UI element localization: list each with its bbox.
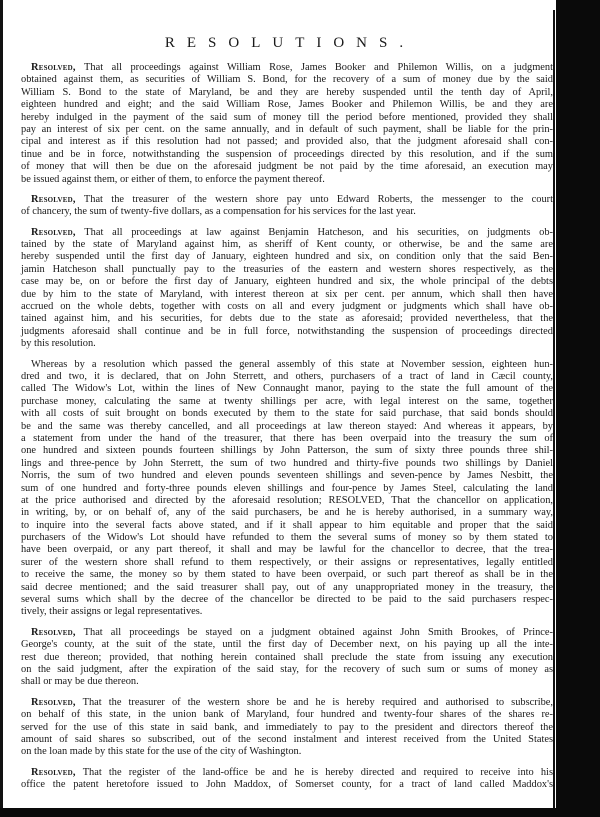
- text-line: [21, 734, 553, 746]
- line-text: That all proceedings at law against Benjamin Hatcheson, and his securities, on judgments ob-: [84, 226, 553, 238]
- paragraph-3: [21, 227, 553, 351]
- line-text: eighteen hundred and eight; and the said William Rose, James Booker and Philemon Willis, be and they are: [21, 99, 553, 111]
- text-line: [21, 557, 553, 569]
- resolved-lead: Resolved,: [31, 226, 76, 238]
- line-text: one hundred and sixteen pounds fourteen shillings by John Patterson, the sum of sixty three pounds three shil-: [21, 445, 553, 457]
- resolved-lead: Resolved,: [31, 766, 76, 778]
- text-line: [21, 289, 553, 301]
- line-text: dred and two, it is declared, that on John Sterrett, and others, purchasers of a tract of land in Cæcil county,: [21, 370, 553, 382]
- text-line: [21, 313, 553, 325]
- text-line: [21, 722, 553, 734]
- line-text: Whereas by a resolution which passed the general assembly of this state at November session, eighteen hun-: [31, 358, 553, 370]
- line-text: of chancery, the sum of twenty-five dollars, as a compensation for his services for the last year.: [21, 206, 416, 218]
- text-line: [21, 520, 553, 532]
- text-line: [21, 532, 553, 544]
- text-line: [21, 709, 553, 721]
- document-body: [21, 62, 553, 799]
- text-line: [21, 627, 553, 639]
- text-line: [21, 338, 553, 350]
- line-text: William S. Bond to the state of Maryland, be and they are hereby suspended until the tenth day of April,: [21, 86, 553, 98]
- text-line: [21, 227, 553, 239]
- scan-edge-right: [556, 0, 600, 817]
- text-line: [21, 470, 553, 482]
- paragraph-6: [21, 697, 553, 759]
- text-line: [21, 445, 553, 457]
- text-line: [21, 746, 553, 758]
- line-text: a statement from under the hand of the treasurer, that there has been overpaid into the treasury the sum of: [21, 432, 553, 444]
- line-text: purchase money, calculating the same at twenty shillings per acre, with legal interest on the same, together: [21, 395, 553, 407]
- line-text: Norris, the sum of two hundred and eleven pounds seventeen shillings and seven-pence by James Nesbitt, the: [21, 470, 553, 482]
- paragraph-4: [21, 359, 553, 619]
- text-line: [21, 767, 553, 779]
- line-text: due by him to the state of Maryland, with interest thereon at six per cent. per annum, which shall then have: [21, 288, 553, 300]
- line-text: case may be, on or before the first day of January, eighteen hundred and six, the whole principal of the debts: [21, 276, 553, 288]
- text-line: [21, 544, 553, 556]
- line-text: said decree mentioned; and the said treasurer shall pay, out of any unappropriated money in the treasury, the: [21, 581, 553, 593]
- text-line: [21, 495, 553, 507]
- line-text: tinue and be in force, notwithstanding the suspension of proceedings directed by this resolution, and if the sum: [21, 148, 553, 160]
- text-line: [21, 606, 553, 618]
- text-line: [21, 582, 553, 594]
- paragraph-2: [21, 194, 553, 219]
- text-line: [21, 421, 553, 433]
- line-text: tively, their assigns or legal representatives.: [21, 606, 203, 618]
- line-text: tained against him, and his securities, for debts due to the state as aforesaid; provided nevertheless, that the: [21, 313, 553, 325]
- line-text: rest due thereon; provided, that nothing herein contained shall preclude the state from issuing any execution: [21, 651, 553, 663]
- text-line: [21, 99, 553, 111]
- text-line: [21, 507, 553, 519]
- resolved-lead: Resolved,: [31, 626, 76, 638]
- line-text: of money that will then be due on the aforesaid judgment be not paid by the time aforesaid, an execution may: [21, 161, 553, 173]
- text-line: [21, 174, 553, 186]
- line-text: hereby suspended until the first day of January, eighteen hundred and six, on condition only that the said Ben-: [21, 251, 553, 263]
- line-text: at the price authorised and directed by the aforesaid resolution; RESOLVED, That the chancellor on application,: [21, 494, 553, 506]
- text-line: [21, 697, 553, 709]
- text-line: [21, 326, 553, 338]
- text-line: [21, 396, 553, 408]
- text-line: [21, 124, 553, 136]
- line-text: by this resolution.: [21, 338, 96, 350]
- line-text: tained by the state of Maryland against him, as sheriff of Kent county, or otherwise, be and the same are: [21, 239, 553, 251]
- line-text: That all proceedings against William Rose, James Booker and Philemon Willis, on a judgment: [84, 62, 553, 73]
- text-line: [21, 264, 553, 276]
- line-text: accrued on the whole debts, together with costs on all and every judgment or judgments which shall have ob-: [21, 301, 553, 313]
- resolved-lead: Resolved,: [31, 193, 76, 205]
- scan-edge-bottom: [0, 808, 600, 817]
- text-line: [21, 569, 553, 581]
- line-text: amount of said shares so subscribed, out of the second instalment and interest received from the United States: [21, 733, 553, 745]
- text-line: [21, 408, 553, 420]
- resolved-lead: Resolved,: [31, 62, 76, 73]
- line-text: on the said judgment, after the expiration of the said stay, for the recovery of such sum or sums of money as: [21, 663, 553, 675]
- line-text: on the loan made by this state for the use of the city of Washington.: [21, 746, 302, 758]
- text-line: [21, 433, 553, 445]
- line-text: cipal and interest as if this resolution had not passed; and provided also, that the judgment aforesaid shall con-: [21, 136, 553, 148]
- line-text: pay an interest of six per cent. on the same annually, and in default of such payment, shall be liable for the prin-: [21, 123, 553, 135]
- text-line: [21, 652, 553, 664]
- line-text: have been overpaid, or any part thereof, it shall and may be lawful for the chancellor to decree, that the trea-: [21, 544, 553, 556]
- line-text: several sums which shall by the decree of the chancellor be directed to be paid to the said purchasers respec-: [21, 594, 553, 606]
- text-line: [21, 251, 553, 263]
- paragraph-5: [21, 627, 553, 689]
- line-text: served for the use of this state in said bank, and immediately to pay to the president and directors thereof the: [21, 721, 553, 733]
- text-line: [21, 458, 553, 470]
- text-line: [21, 149, 553, 161]
- line-text: That the register of the land-office be and he is hereby directed and required to receive into his: [82, 766, 553, 778]
- text-line: [21, 161, 553, 173]
- line-text: hereby indulged in the payment of the said sum of money till the period before mentioned, provided they shall: [21, 111, 553, 123]
- paragraph-1: [21, 62, 553, 186]
- line-text: be and the same was thereby cancelled, and all proceedings at law thereon stayed: And whereas it appears, by: [21, 420, 553, 432]
- page-title: RESOLUTIONS.: [164, 35, 416, 51]
- line-text: surer of the western shore shall refund to them respectively, or their assigns or representatives, legally entitled: [21, 556, 553, 568]
- text-line: [21, 383, 553, 395]
- line-text: lings and three-pence by John Sterrett, the sum of two hundred and thirty-five pounds two shillings by Daniel: [21, 457, 553, 469]
- text-line: [21, 664, 553, 676]
- text-line: [21, 206, 553, 218]
- line-text: office the patent heretofore issued to John Maddox, of Somerset county, for a tract of land called Maddox's: [21, 779, 553, 791]
- line-text: That the treasurer of the western shore be and he is hereby required and authorised to subscribe,: [82, 696, 553, 708]
- scan-edge-left: [0, 0, 3, 817]
- text-line: [21, 359, 553, 371]
- line-text: That the treasurer of the western shore pay unto Edward Roberts, the messenger to the court: [83, 193, 553, 205]
- text-line: [21, 276, 553, 288]
- line-text: obtained against them, as securities of William S. Bond, for the recovery of a sum of money due by the said: [21, 74, 553, 86]
- line-text: purchasers of the Widow's Lot should have refunded to them the several sums of money so by them stated to: [21, 532, 553, 544]
- text-line: [21, 87, 553, 99]
- line-text: to receive the same, the money so by them stated to have been overpaid, or such part thereof as shall be in the: [21, 569, 553, 581]
- text-line: [21, 136, 553, 148]
- text-line: [21, 194, 553, 206]
- text-line: [21, 112, 553, 124]
- resolved-lead: Resolved,: [31, 696, 76, 708]
- line-text: George's county, at the suit of the state, until the first day of December next, on his paying up all the inte-: [21, 639, 553, 651]
- line-text: on behalf of this state, in the union bank of Maryland, four hundred and twenty-four shares of the shares re-: [21, 709, 553, 721]
- line-text: in writing, by, or on behalf of, any of the said purchasers, be and he is hereby authorised, in a summary way,: [21, 507, 553, 519]
- line-text: with all costs of suit brought on bonds executed by them to the state for said purchase, that said bonds should: [21, 408, 553, 420]
- line-text: be issued against them, or either of them, to enforce the payment thereof.: [21, 173, 325, 185]
- text-line: [21, 371, 553, 383]
- text-line: [21, 239, 553, 251]
- line-text: judgments aforesaid shall continue and be in full force, notwithstanding the suspension of proceedings directed: [21, 325, 553, 337]
- line-text: called The Widow's Lot, within the lines of New Connaught manor, paying to the state the full amount of the: [21, 383, 553, 395]
- line-text: to inquire into the several facts above stated, and if it shall appear to him equitable and proper that the said: [21, 519, 553, 531]
- text-line: [21, 594, 553, 606]
- paragraph-7: [21, 767, 553, 792]
- text-line: [21, 62, 553, 74]
- page-edge-rule: [553, 10, 555, 810]
- text-line: [21, 301, 553, 313]
- line-text: That all proceedings be stayed on a judgment obtained against John Smith Brookes, of Prince-: [83, 626, 553, 638]
- text-line: [21, 74, 553, 86]
- text-line: [21, 676, 553, 688]
- text-line: [21, 483, 553, 495]
- text-line: [21, 639, 553, 651]
- text-line: [21, 779, 553, 791]
- line-text: shall or may be due thereon.: [21, 676, 139, 688]
- line-text: jamin Hatcheson shall punctually pay to the treasuries of the eastern and western shores respectively, as the: [21, 263, 553, 275]
- line-text: sum of one hundred and forty-three pounds eleven shillings and four-pence by James Steel, calculating the land: [21, 482, 553, 494]
